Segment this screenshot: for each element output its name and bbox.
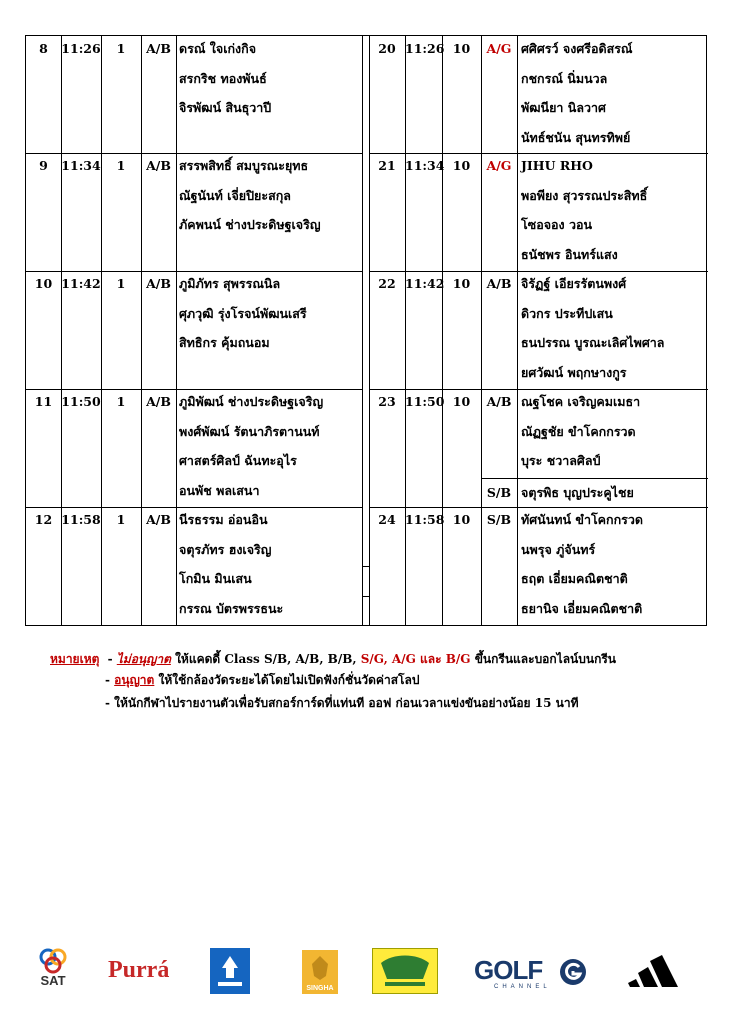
player-name: กรรณ บัตรพรรธนะ	[179, 600, 284, 616]
tee-time: 11:50	[405, 394, 445, 409]
player-name: ธนัชพร อินทร์แสง	[521, 246, 618, 262]
allowed-text: อนุญาต	[114, 673, 155, 687]
table-row-divider	[369, 153, 708, 154]
table-row-divider	[369, 389, 708, 390]
tee-number: 1	[116, 41, 126, 56]
player-class: A/B	[146, 512, 171, 527]
player-name: อนพัช พลเสนา	[179, 482, 260, 498]
player-class: A/B	[486, 394, 512, 409]
dash-2: -	[105, 673, 110, 687]
table-gap-tick	[362, 566, 369, 567]
player-name: JIHU RHO	[521, 158, 593, 173]
player-name: นพรุจ ภู่จันทร์	[521, 541, 596, 557]
player-name: สรรพสิทธิ์ สมบูรณะยุทธ	[179, 158, 309, 173]
player-class: A/B	[486, 276, 512, 291]
player-name: จิรพัฒน์ สินธุวาปี	[179, 100, 272, 115]
player-name: ศาสตร์ศิลป์ ฉันทะอุไร	[179, 453, 297, 468]
player-name: ธนปรรณ บูรณะเลิศไพศาล	[521, 335, 665, 350]
svg-text:SAT: SAT	[40, 973, 66, 988]
player-class: A/B	[146, 158, 171, 173]
caddie-rule-classes: S/G, A/G และ B/G	[360, 652, 471, 666]
table-column-divider	[176, 36, 177, 625]
adidas-logo	[628, 953, 690, 989]
player-class: A/G	[486, 158, 512, 173]
tee-time: 11:34	[61, 158, 101, 173]
not-allowed-text: ไม่อนุญาต	[116, 652, 171, 666]
sat-logo	[36, 945, 70, 995]
tee-number: 10	[452, 41, 471, 56]
table-gap-tick	[362, 596, 369, 597]
tee-time-table	[25, 35, 707, 626]
tee-number: 10	[452, 276, 471, 291]
player-name: ภูมิภัทร สุพรรณนิล	[179, 276, 281, 291]
remarks-label: หมายเหตุ	[50, 652, 100, 666]
flight-number: 9	[39, 158, 48, 173]
table-column-divider	[481, 36, 482, 625]
tee-time: 11:26	[405, 41, 445, 56]
player-name: ธฤต เอี่ยมคณิตชาติ	[521, 571, 628, 586]
scorecard-rule-text: - ให้นักกีฬาไปรายงานตัวเพื่อรับสกอร์การ์ดที่แท่นที ออฟ ก่อนเวลาแข่งขันอย่างน้อย 15 นาที	[105, 696, 579, 710]
tee-time: 11:50	[61, 394, 101, 409]
player-name: ศุภวุฒิ รุ่งโรจน์พัฒนเสรี	[179, 305, 307, 321]
flight-number: 11	[34, 394, 53, 409]
player-name: ณฐโชค เจริญคมเมธา	[521, 394, 641, 409]
tee-number: 10	[452, 394, 471, 409]
player-class: A/B	[146, 276, 171, 291]
tee-time: 11:34	[405, 158, 445, 173]
player-name: ศศิศรว์ จงศรีอดิสรณ์	[521, 41, 633, 56]
player-name: พอพียง สุวรรณประสิทธิ์	[521, 187, 648, 203]
tee-number: 1	[116, 276, 126, 291]
player-name: นัทธ์ชนัน สุนทรทิพย์	[521, 129, 631, 145]
player-name: สิทธิกร คุ้มถนอม	[179, 335, 270, 350]
flight-number: 24	[378, 512, 396, 527]
player-name: ยศวัฒน์ พฤกษางกูร	[521, 364, 627, 380]
tee-time: 11:26	[61, 41, 101, 56]
player-name: จตุรภัทร ฮงเจริญ	[179, 541, 272, 557]
flight-number: 20	[378, 41, 396, 56]
svg-text:SINGHA: SINGHA	[306, 985, 334, 992]
tee-number: 10	[452, 512, 471, 527]
table-row-divider	[369, 271, 708, 272]
nampueng-logo	[210, 948, 250, 994]
flight-number: 10	[34, 276, 53, 291]
table-subrow-divider	[481, 478, 708, 479]
table-row-divider	[26, 153, 362, 154]
table-row-divider	[26, 507, 362, 508]
table-column-divider	[61, 36, 62, 625]
player-name: ทัศนันทน์ ขำโคกกรวด	[521, 512, 644, 527]
beer-brand-logo	[372, 948, 438, 994]
flight-number: 12	[34, 512, 53, 527]
player-name: ณัฐนันท์ เจี่ยปิยะสกุล	[179, 187, 291, 203]
player-name: จิรัฏฐ์ เอียรรัตนพงศ์	[521, 276, 627, 291]
flight-number: 23	[378, 394, 396, 409]
table-column-divider	[369, 36, 370, 625]
flight-number: 22	[378, 276, 396, 291]
player-name: ภัคพนน์ ช่างประดิษฐเจริญ	[179, 217, 321, 232]
player-name: ภูมิพัฒน์ ช่างประดิษฐเจริญ	[179, 394, 324, 409]
tee-number: 1	[116, 512, 126, 527]
tee-number: 10	[452, 158, 471, 173]
golf-channel-logo: GOLF CHANNEL	[474, 955, 594, 995]
tee-number: 1	[116, 158, 126, 173]
remarks-dash: -	[107, 652, 113, 666]
player-class: A/B	[146, 394, 171, 409]
table-row-divider	[26, 271, 362, 272]
player-name: พงศ์พัฒน์ รัตนาภิรตานนท์	[179, 423, 320, 439]
table-column-divider	[517, 36, 518, 625]
player-name: ดรณ์ ใจเก่งกิจ	[179, 41, 257, 56]
player-class: S/B	[486, 485, 512, 500]
player-name: ดิวกร ประทีปเสน	[521, 305, 613, 321]
player-class: A/B	[146, 41, 171, 56]
player-name: จตุรพิธ บุญประคูไชย	[521, 485, 634, 500]
tee-time: 11:58	[61, 512, 101, 527]
table-row-divider	[369, 507, 708, 508]
rangefinder-rule-text: ให้ใช้กล้องวัดระยะได้โดยไม่เปิดฟังก์ชั่นวัดค่าสโลป	[154, 673, 420, 687]
table-column-divider	[442, 36, 443, 625]
table-column-divider	[362, 36, 363, 625]
player-name: นีรธรรม อ่อนอิน	[179, 512, 268, 527]
tee-time: 11:42	[405, 276, 445, 291]
flight-number: 8	[39, 41, 48, 56]
caddie-rule-end: ขึ้นกรีนและบอกไลน์บนกรีน	[470, 652, 616, 666]
player-name: ธยานิจ เอี่ยมคณิตชาติ	[521, 600, 643, 616]
purra-logo: Purrá	[108, 957, 170, 983]
tee-time: 11:58	[405, 512, 445, 527]
player-name: โซอจอง วอน	[521, 217, 593, 232]
player-name: สรกริช ทองพันธ์	[179, 70, 267, 86]
player-name: ณัฏฐชัย ขำโคกกรวด	[521, 423, 636, 439]
caddie-rule-text: ให้แคดดี้ Class S/B, A/B, B/B,	[170, 652, 361, 666]
sponsor-logos	[0, 945, 729, 1005]
singha-logo	[302, 950, 338, 994]
player-class: A/G	[486, 41, 512, 56]
player-name: โกมิน มินเสน	[179, 571, 252, 586]
flight-number: 21	[378, 158, 396, 173]
player-name: กชกรณ์ นิ่มนวล	[521, 70, 608, 86]
player-name: พัฒนียา นิลวาศ	[521, 100, 606, 115]
tee-number: 1	[116, 394, 126, 409]
table-column-divider	[405, 36, 406, 625]
table-row-divider	[26, 389, 362, 390]
table-column-divider	[101, 36, 102, 625]
player-class: S/B	[486, 512, 512, 527]
tee-time: 11:42	[61, 276, 101, 291]
table-column-divider	[141, 36, 142, 625]
player-name: บุระ ชวาลศิลป์	[521, 453, 601, 468]
